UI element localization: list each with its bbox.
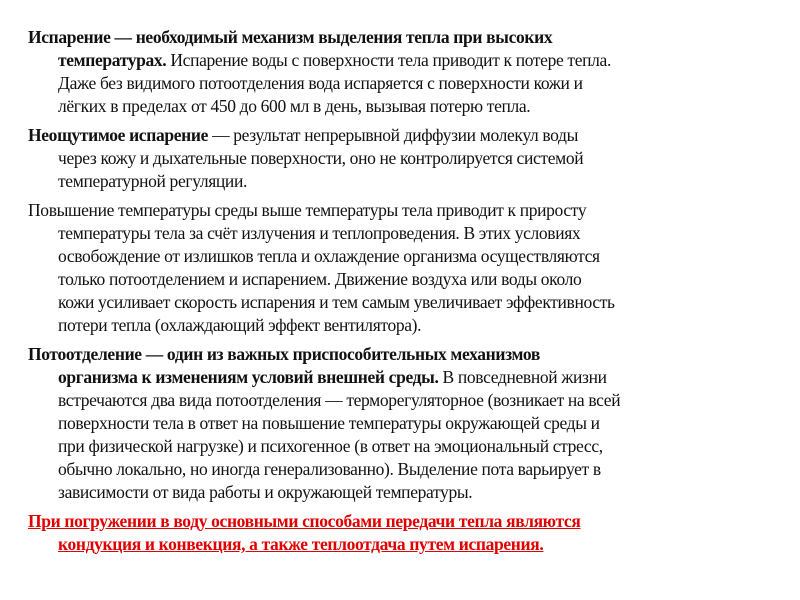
slide-body bbox=[28, 26, 778, 562]
text: температуры тела за счёт излучения и теплопроведения. В этих условиях bbox=[58, 223, 581, 243]
paragraph-insensible-evaporation bbox=[28, 124, 778, 193]
paragraph-evaporation bbox=[28, 26, 778, 118]
text-line bbox=[28, 199, 778, 222]
text-line bbox=[28, 412, 778, 435]
text: Повышение температуры среды выше температуры тела приводит к приросту bbox=[28, 200, 587, 220]
text: потери тепла (охлаждающий эффект вентилятора). bbox=[58, 315, 422, 335]
bold-text: кондукция и конвекция, а также теплоотдача путем испарения. bbox=[58, 534, 544, 554]
text: — результат непрерывной диффузии молекул воды bbox=[208, 125, 579, 145]
text-line bbox=[28, 95, 778, 118]
paragraph-water-immersion bbox=[28, 510, 778, 556]
text-line bbox=[28, 389, 778, 412]
text: кожи усиливает скорость испарения и тем самым увеличивает эффективность bbox=[58, 292, 615, 312]
text: температурной регуляции. bbox=[58, 171, 247, 191]
text: В повседневной жизни bbox=[438, 367, 607, 387]
text: лёгких в пределах от 450 до 600 мл в день, вызывая потерю тепла. bbox=[58, 96, 531, 116]
bold-text: При погружении в воду основными способами передачи тепла являются bbox=[28, 511, 581, 531]
text-line bbox=[28, 72, 778, 95]
paragraph-ambient-temperature bbox=[28, 199, 778, 337]
text-line bbox=[28, 343, 778, 366]
text-line bbox=[28, 510, 778, 533]
text-line bbox=[28, 366, 778, 389]
text-line bbox=[28, 435, 778, 458]
text-line bbox=[28, 268, 778, 291]
text-line bbox=[28, 291, 778, 314]
text: Испарение воды с поверхности тела приводит к потере тепла. bbox=[166, 50, 611, 70]
text: обычно локально, но иногда генерализованно). Выделение пота варьирует в bbox=[58, 459, 601, 479]
text: Даже без видимого потоотделения вода испаряется с поверхности кожи и bbox=[58, 73, 583, 93]
paragraph-sweating bbox=[28, 343, 778, 504]
text: встречаются два вида потоотделения — терморегуляторное (возникает на всей bbox=[58, 390, 621, 410]
text-line bbox=[28, 245, 778, 268]
text-line bbox=[28, 458, 778, 481]
text-line bbox=[28, 26, 778, 49]
text-line bbox=[28, 170, 778, 193]
text-line bbox=[28, 533, 778, 556]
text-line bbox=[28, 314, 778, 337]
bold-text: Неощутимое испарение bbox=[28, 125, 209, 145]
bold-text: организма к изменениям условий внешней среды. bbox=[58, 367, 439, 387]
text-line bbox=[28, 481, 778, 504]
bold-text: температурах. bbox=[58, 50, 167, 70]
bold-text: Испарение — необходимый механизм выделения тепла при высоких bbox=[28, 27, 553, 47]
text: только потоотделением и испарением. Движение воздуха или воды около bbox=[58, 269, 582, 289]
text: зависимости от вида работы и окружающей температуры. bbox=[58, 482, 473, 502]
text: через кожу и дыхательные поверхности, оно не контролируется системой bbox=[58, 148, 584, 168]
text-line bbox=[28, 222, 778, 245]
text-line bbox=[28, 49, 778, 72]
text-line bbox=[28, 147, 778, 170]
text: освобождение от излишков тепла и охлаждение организма осуществляются bbox=[58, 246, 600, 266]
text: поверхности тела в ответ на повышение температуры окружающей среды и bbox=[58, 413, 600, 433]
text: при физической нагрузке) и психогенное (в ответ на эмоциональный стресс, bbox=[58, 436, 603, 456]
bold-text: — один из важных приспособительных механизмов bbox=[141, 344, 540, 364]
text-line bbox=[28, 124, 778, 147]
bold-text: Потоотделение bbox=[28, 344, 142, 364]
